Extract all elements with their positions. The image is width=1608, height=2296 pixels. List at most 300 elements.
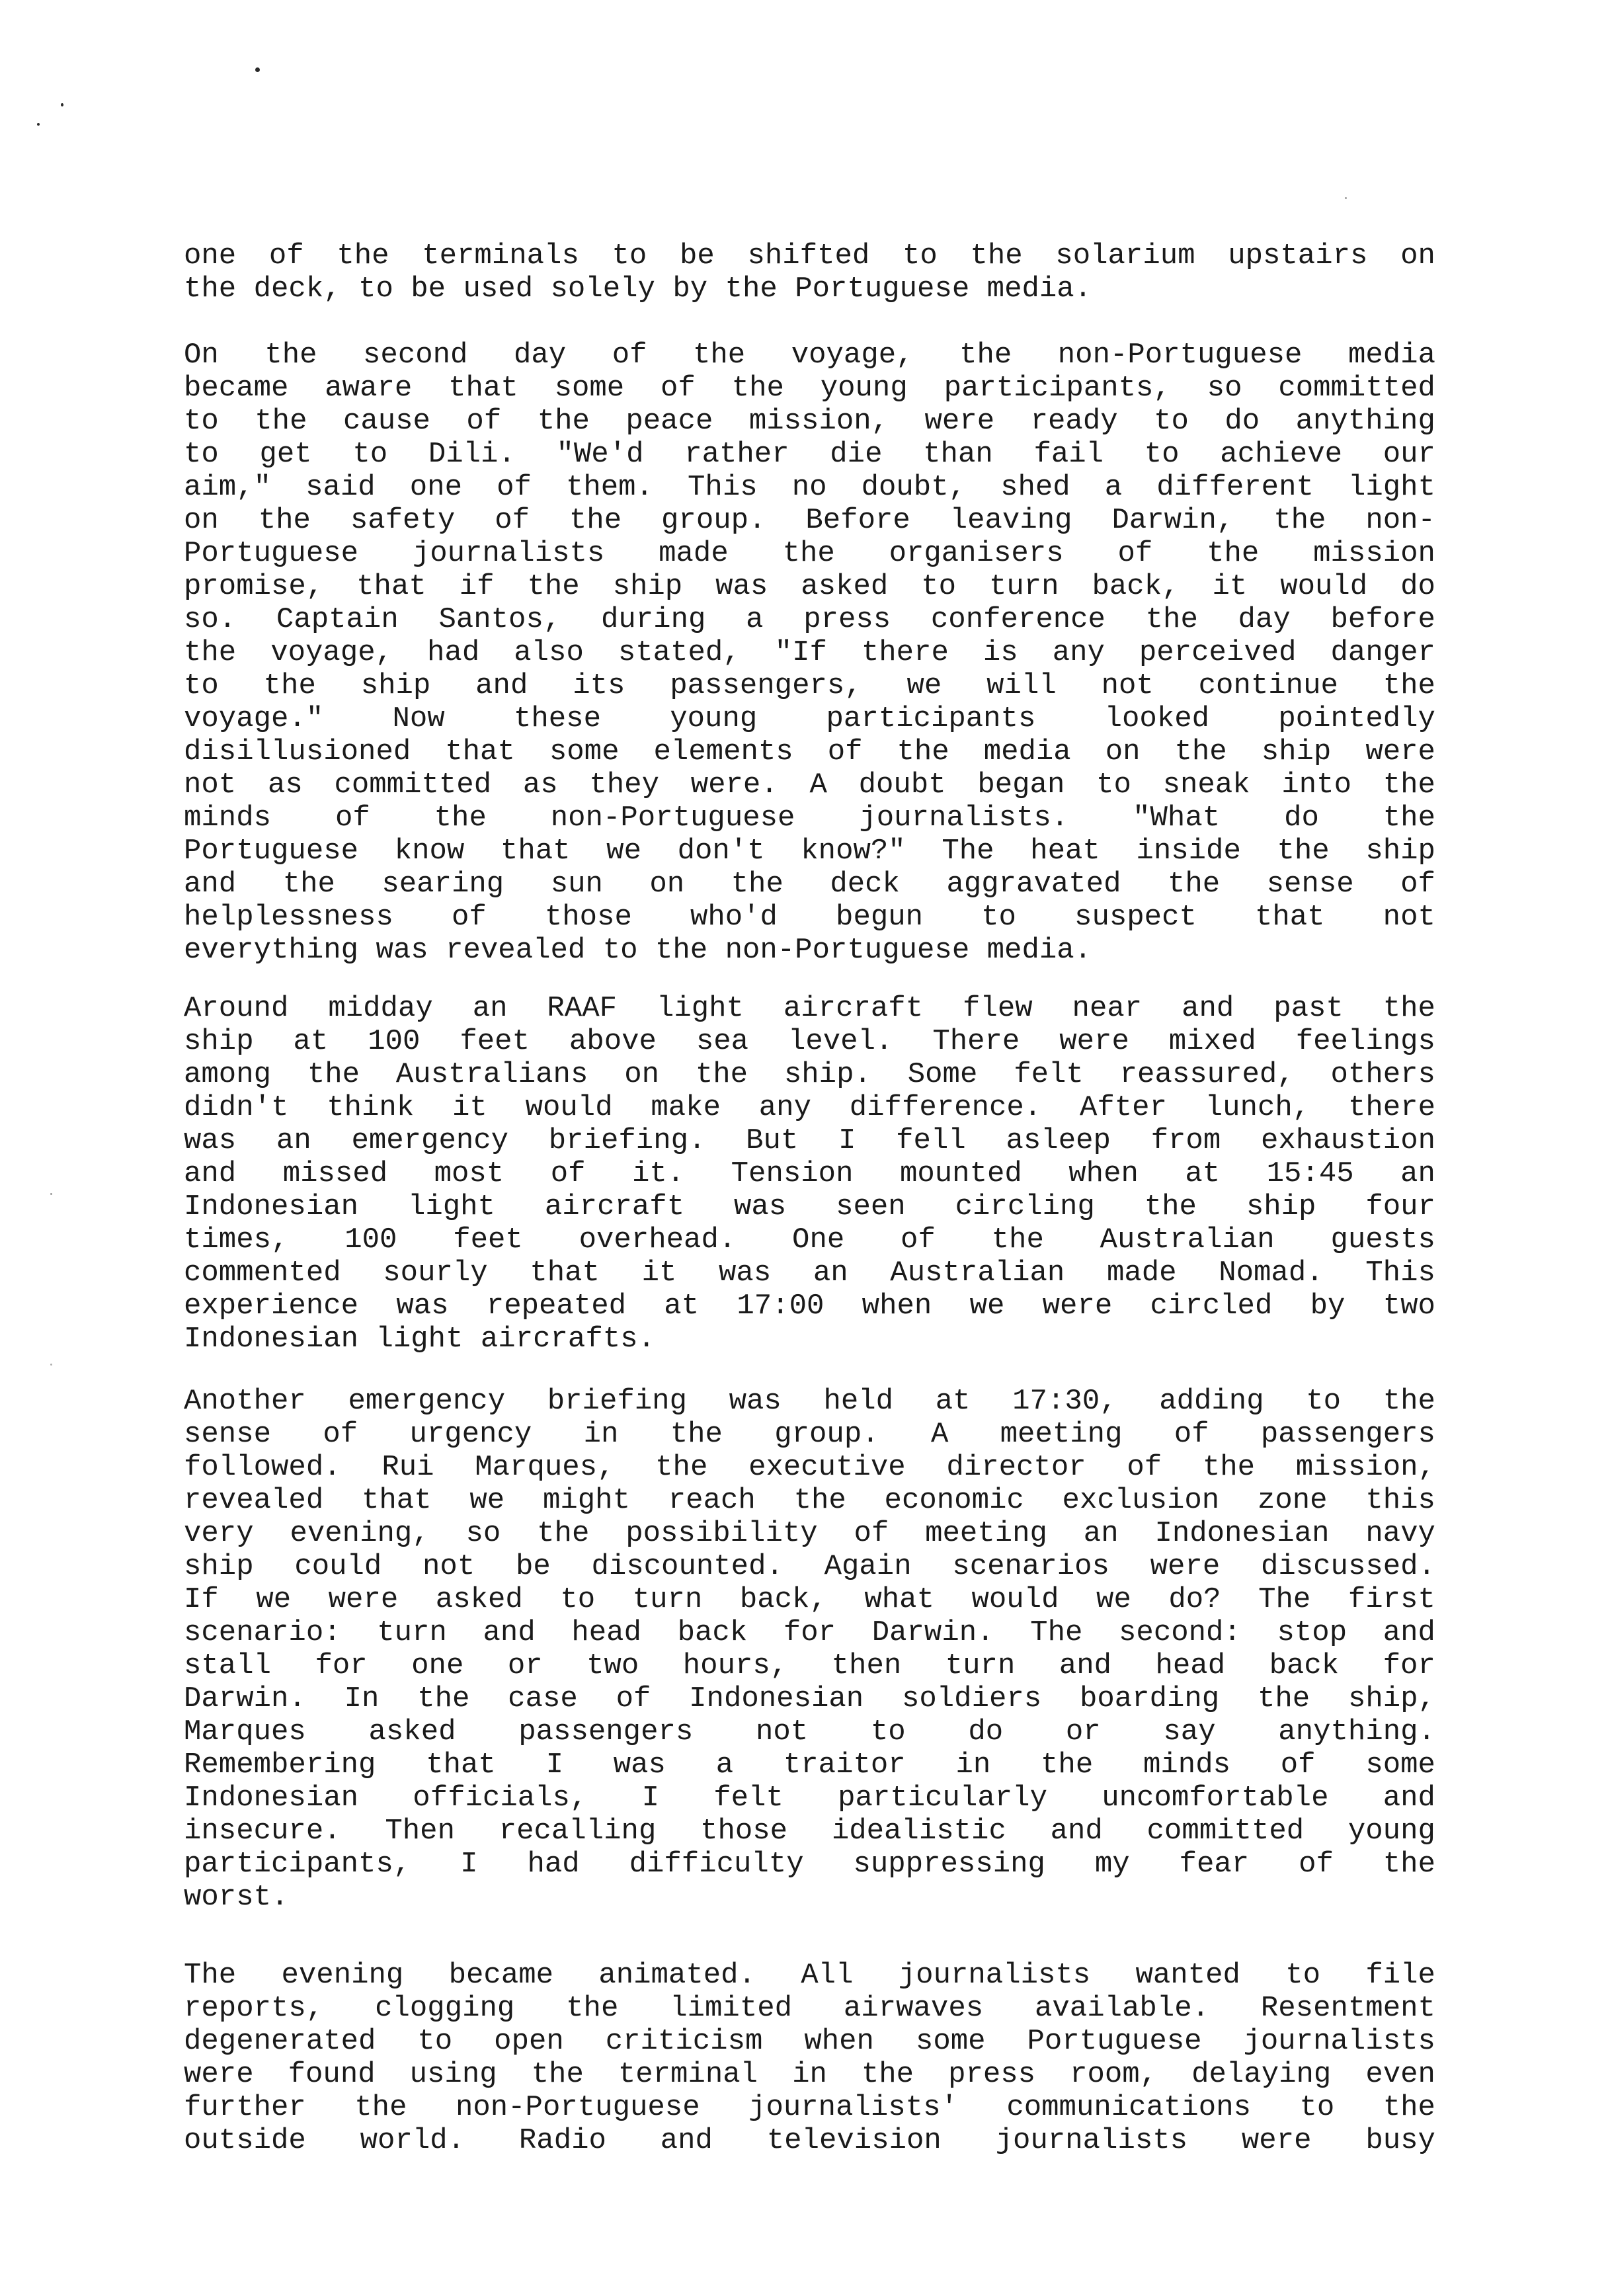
word: exhaustion [1260, 1124, 1435, 1157]
word: reach [668, 1484, 756, 1517]
word: to [1154, 405, 1189, 438]
word: know?" [801, 835, 906, 868]
word: journalists [1243, 2025, 1435, 2058]
word: heat [1030, 835, 1100, 868]
word: A [930, 1418, 949, 1451]
word: promise, [184, 570, 324, 603]
word: think [327, 1091, 415, 1124]
word: young [820, 372, 908, 405]
text-line [184, 1550, 1435, 1583]
word: begun [836, 901, 924, 934]
word: file [1365, 1959, 1435, 1992]
word: ship. [784, 1058, 871, 1091]
word: delaying [1191, 2058, 1332, 2091]
scan-speck [50, 1193, 52, 1195]
word: when [804, 2025, 874, 2058]
word: guests [1330, 1223, 1435, 1256]
word: I [641, 1782, 659, 1815]
word: of [550, 1157, 586, 1190]
word: some [1365, 1748, 1435, 1782]
word: suspect [1074, 901, 1197, 934]
word: The [184, 1959, 237, 1992]
word: we [969, 1290, 1005, 1323]
word: different [1156, 471, 1314, 504]
word: Nomad. [1219, 1256, 1324, 1290]
word: was [613, 1748, 666, 1782]
word: peace [625, 405, 713, 438]
word: the [1383, 669, 1435, 702]
word: ship [1365, 835, 1435, 868]
word: sense [184, 1418, 272, 1451]
word: it [452, 1091, 487, 1124]
word: those [544, 901, 632, 934]
word: to [184, 405, 219, 438]
word: not [755, 1715, 809, 1748]
word: when [1068, 1157, 1139, 1190]
text-line [184, 471, 1435, 504]
word: airwaves [843, 1992, 984, 2025]
word: were [1365, 735, 1435, 768]
word: of [827, 735, 863, 768]
word: know [394, 835, 465, 868]
word: it [641, 1256, 677, 1290]
word: conference [930, 603, 1106, 636]
word: there [861, 636, 949, 669]
word: stall [184, 1649, 272, 1682]
word: these [513, 702, 601, 735]
word: first [1347, 1583, 1435, 1616]
word: to [358, 272, 411, 306]
word: group. [661, 504, 766, 537]
word: the [337, 239, 389, 272]
word: do? [1168, 1583, 1221, 1616]
word: on [1105, 735, 1141, 768]
word: of [495, 504, 530, 537]
word: reassured, [1119, 1058, 1295, 1091]
text-line [184, 702, 1435, 735]
word: made [659, 537, 729, 570]
word: revealed [184, 1484, 324, 1517]
word: journalists [995, 2124, 1188, 2157]
word: danger [1330, 636, 1435, 669]
word: at [935, 1385, 971, 1418]
word: and [660, 2124, 713, 2157]
word: scenario: [184, 1616, 341, 1649]
word: the [725, 272, 795, 306]
word: one [411, 1649, 464, 1682]
word: a [1104, 471, 1123, 504]
text-line [184, 1157, 1435, 1190]
word: Indonesian [184, 1190, 359, 1223]
text-line [184, 504, 1435, 537]
word: limited [670, 1992, 793, 2025]
text-line [184, 992, 1435, 1025]
word: said [305, 471, 376, 504]
word: mixed [1168, 1025, 1256, 1058]
text-line [184, 1323, 1435, 1356]
word: Australian [1100, 1223, 1275, 1256]
text-line [184, 669, 1435, 702]
word: deck [830, 868, 900, 901]
word: upstairs [1228, 239, 1368, 272]
word: to [1144, 438, 1180, 471]
word: meeting [1000, 1418, 1123, 1451]
word: discounted. [591, 1550, 784, 1583]
word: day [1238, 603, 1291, 636]
word: the [655, 1451, 708, 1484]
word: will [986, 669, 1057, 702]
word: asked [368, 1715, 456, 1748]
word: ship, [1347, 1682, 1435, 1715]
word: to [981, 901, 1016, 934]
word: no [791, 471, 827, 504]
word: television [766, 2124, 942, 2157]
word: Australians [395, 1058, 588, 1091]
word: Marques [184, 1715, 306, 1748]
word: There [932, 1025, 1020, 1058]
text-line [184, 1715, 1435, 1748]
text-line [184, 1091, 1435, 1124]
word: to [352, 438, 388, 471]
text-line [184, 405, 1435, 438]
text-line [184, 1748, 1435, 1782]
word: feet [453, 1223, 523, 1256]
word: briefing. [548, 1124, 706, 1157]
word: sense [1266, 868, 1354, 901]
word: journalists. [859, 801, 1069, 835]
word: After [1079, 1091, 1167, 1124]
word: Darwin. [871, 1616, 994, 1649]
word: organisers [889, 537, 1064, 570]
word: suppressing [853, 1848, 1045, 1881]
word: case [508, 1682, 578, 1715]
word: light [407, 1190, 495, 1223]
word: using [409, 2058, 497, 2091]
word: could [294, 1550, 382, 1583]
word: so [1207, 372, 1242, 405]
text-line [184, 768, 1435, 801]
word: to [184, 438, 219, 471]
word: before [1330, 603, 1435, 636]
word: of [661, 372, 696, 405]
word: ship [1246, 1190, 1316, 1223]
word: second [363, 339, 468, 372]
word: of [1127, 1451, 1162, 1484]
word: of [268, 239, 304, 272]
word: participants [826, 702, 1036, 735]
word: used [463, 272, 551, 306]
word: didn't [184, 1091, 289, 1124]
word: became [448, 1959, 554, 1992]
word: mounted [899, 1157, 1022, 1190]
word: worst. [184, 1881, 289, 1914]
word: for [783, 1616, 836, 1649]
word: group. [774, 1418, 879, 1451]
word: and [475, 669, 528, 702]
word: get [259, 438, 312, 471]
word: navy [1365, 1517, 1435, 1550]
text-line [184, 636, 1435, 669]
word: sun [550, 868, 603, 901]
word: sea [696, 1025, 749, 1058]
word: revealed [446, 934, 603, 967]
word: I [838, 1124, 856, 1157]
text-line [184, 868, 1435, 901]
word: disillusioned [184, 735, 411, 768]
word: 17:00 [737, 1290, 824, 1323]
text-line [184, 1848, 1435, 1881]
word: some [554, 372, 625, 405]
word: ship [184, 1025, 254, 1058]
word: anything. [1278, 1715, 1435, 1748]
word: began [977, 768, 1065, 801]
word: Portuguese [184, 537, 359, 570]
word: hours, [682, 1649, 788, 1682]
word: by [1310, 1290, 1346, 1323]
word: participants, [944, 372, 1171, 405]
word: those [700, 1815, 788, 1848]
word: evening [281, 1959, 404, 1992]
word: helplessness [184, 901, 393, 934]
word: young [1347, 1815, 1435, 1848]
word: sneak [1162, 768, 1250, 801]
word: doubt [858, 768, 946, 801]
word: flew [963, 992, 1033, 1025]
word: aircraft [544, 1190, 685, 1223]
word: second: [1119, 1616, 1241, 1649]
text-line [184, 537, 1435, 570]
word: the [782, 537, 835, 570]
word: we [606, 835, 641, 868]
word: continue [1198, 669, 1338, 702]
word: turn [377, 1616, 447, 1649]
word: the [527, 570, 580, 603]
word: recalling [499, 1815, 657, 1848]
word: one [409, 471, 462, 504]
word: This [1365, 1256, 1435, 1290]
word: terminal [618, 2058, 758, 2091]
word: than [923, 438, 993, 471]
word: Indonesian [184, 1782, 359, 1815]
word: commented [184, 1256, 341, 1290]
word: inside [1136, 835, 1241, 868]
word: it [1212, 570, 1248, 603]
word: aircrafts. [480, 1323, 655, 1356]
word: two [1383, 1290, 1435, 1323]
text-line [184, 2091, 1435, 2124]
text-line [184, 1256, 1435, 1290]
word: Santos, [438, 603, 561, 636]
text-line [184, 1517, 1435, 1550]
word: made [1106, 1256, 1177, 1290]
word: committed [1146, 1815, 1305, 1848]
word: found [288, 2058, 376, 2091]
word: an [472, 992, 508, 1025]
text-line [184, 2058, 1435, 2091]
word: that [426, 1748, 496, 1782]
word: Indonesian [184, 1323, 376, 1356]
word: I [545, 1748, 563, 1782]
word: was [396, 1290, 449, 1323]
word: head [571, 1616, 641, 1649]
word: Again [824, 1550, 912, 1583]
word: Portuguese [184, 835, 359, 868]
word: Dili. [428, 438, 516, 471]
word: at [1185, 1157, 1221, 1190]
word: that [1254, 901, 1325, 934]
word: by [672, 272, 725, 306]
text-line [184, 1815, 1435, 1848]
word: clogging [375, 1992, 515, 2025]
word: difference. [849, 1091, 1042, 1124]
word: ship [612, 570, 683, 603]
word: in [955, 1748, 991, 1782]
word: the [531, 2058, 584, 2091]
word: at [664, 1290, 700, 1323]
word: light [656, 992, 744, 1025]
word: the [1383, 768, 1435, 801]
word: of [1299, 1848, 1334, 1881]
word: of [1174, 1418, 1209, 1451]
word: was [715, 570, 768, 603]
word: the [307, 1058, 360, 1091]
paragraph-aircraft [184, 992, 1435, 1356]
word: turn [988, 570, 1059, 603]
word: perceived [1139, 636, 1297, 669]
word: that [500, 835, 571, 868]
word: the [255, 405, 307, 438]
text-line [184, 570, 1435, 603]
word: even [1365, 2058, 1435, 2091]
word: Rui [382, 1451, 434, 1484]
word: the [897, 735, 949, 768]
word: doubt, [861, 471, 967, 504]
word: the [1207, 537, 1260, 570]
word: not [1383, 901, 1435, 934]
word: for [1383, 1649, 1435, 1682]
word: the [566, 1992, 619, 2025]
word: this [1365, 1484, 1435, 1517]
word: past [1273, 992, 1344, 1025]
word: be [411, 272, 463, 306]
word: that [362, 1484, 432, 1517]
word: aim," [184, 471, 272, 504]
word: the [1383, 992, 1435, 1025]
word: criticism [605, 2025, 763, 2058]
word: the [263, 669, 316, 702]
text-line [184, 239, 1435, 272]
word: lunch, [1205, 1091, 1310, 1124]
word: evening, [290, 1517, 430, 1550]
word: would [525, 1091, 613, 1124]
scan-speck [61, 103, 63, 106]
word: the [670, 1418, 723, 1451]
word: Darwin. [184, 1682, 306, 1715]
word: do [1400, 570, 1435, 603]
word: Now [392, 702, 445, 735]
word: felt [1014, 1058, 1084, 1091]
word: "If [774, 636, 827, 669]
word: the [1383, 1385, 1435, 1418]
word: journalists [898, 1959, 1091, 1992]
word: the [1145, 603, 1198, 636]
paragraph-briefing [184, 1385, 1435, 1914]
word: the [1383, 2091, 1435, 2124]
word: some [915, 2025, 986, 2058]
word: of [616, 1682, 651, 1715]
word: during [600, 603, 706, 636]
text-line [184, 1190, 1435, 1223]
word: of [1280, 1748, 1316, 1782]
word: might [542, 1484, 630, 1517]
word: we [906, 669, 942, 702]
word: not [184, 768, 237, 801]
word: into [1281, 768, 1351, 801]
word: the [655, 934, 725, 967]
word: is [983, 636, 1018, 669]
word: Darwin, [1111, 504, 1234, 537]
word: executive [748, 1451, 906, 1484]
word: voyage." [184, 702, 324, 735]
word: not [1101, 669, 1154, 702]
word: do [1284, 801, 1319, 835]
word: 15:45 [1266, 1157, 1354, 1190]
word: above [569, 1025, 657, 1058]
word: the [731, 372, 784, 405]
word: committed [1278, 372, 1435, 405]
text-line [184, 1782, 1435, 1815]
word: an [813, 1256, 848, 1290]
word: were [924, 405, 995, 438]
word: the [258, 504, 311, 537]
word: feet [460, 1025, 530, 1058]
word: rather [684, 438, 789, 471]
word: back, [1092, 570, 1180, 603]
text-line [184, 272, 1435, 306]
word: the [695, 1058, 748, 1091]
word: to [1299, 2091, 1335, 2124]
word: day [513, 339, 567, 372]
paragraph-evening [184, 1959, 1435, 2157]
word: would [1280, 570, 1368, 603]
word: the [537, 1517, 590, 1550]
word: I [460, 1848, 478, 1881]
word: of [451, 901, 487, 934]
word: the [1257, 1682, 1310, 1715]
word: A [809, 768, 827, 801]
word: had [427, 636, 480, 669]
word: non-Portuguese [725, 934, 987, 967]
word: near [1072, 992, 1143, 1025]
word: do [1225, 405, 1260, 438]
word: and [483, 1616, 536, 1649]
word: aware [325, 372, 413, 405]
word: to [560, 1583, 596, 1616]
word: ready [1030, 405, 1118, 438]
word: die [830, 438, 883, 471]
word: for [315, 1649, 368, 1682]
word: to [902, 239, 938, 272]
word: traitor [783, 1748, 906, 1782]
word: among [184, 1058, 272, 1091]
word: overhead. [579, 1223, 737, 1256]
word: two [586, 1649, 639, 1682]
word: seen [836, 1190, 906, 1223]
word: Captain [276, 603, 399, 636]
scan-speck [1345, 197, 1347, 199]
word: that [530, 1256, 600, 1290]
word: the [1383, 801, 1435, 835]
